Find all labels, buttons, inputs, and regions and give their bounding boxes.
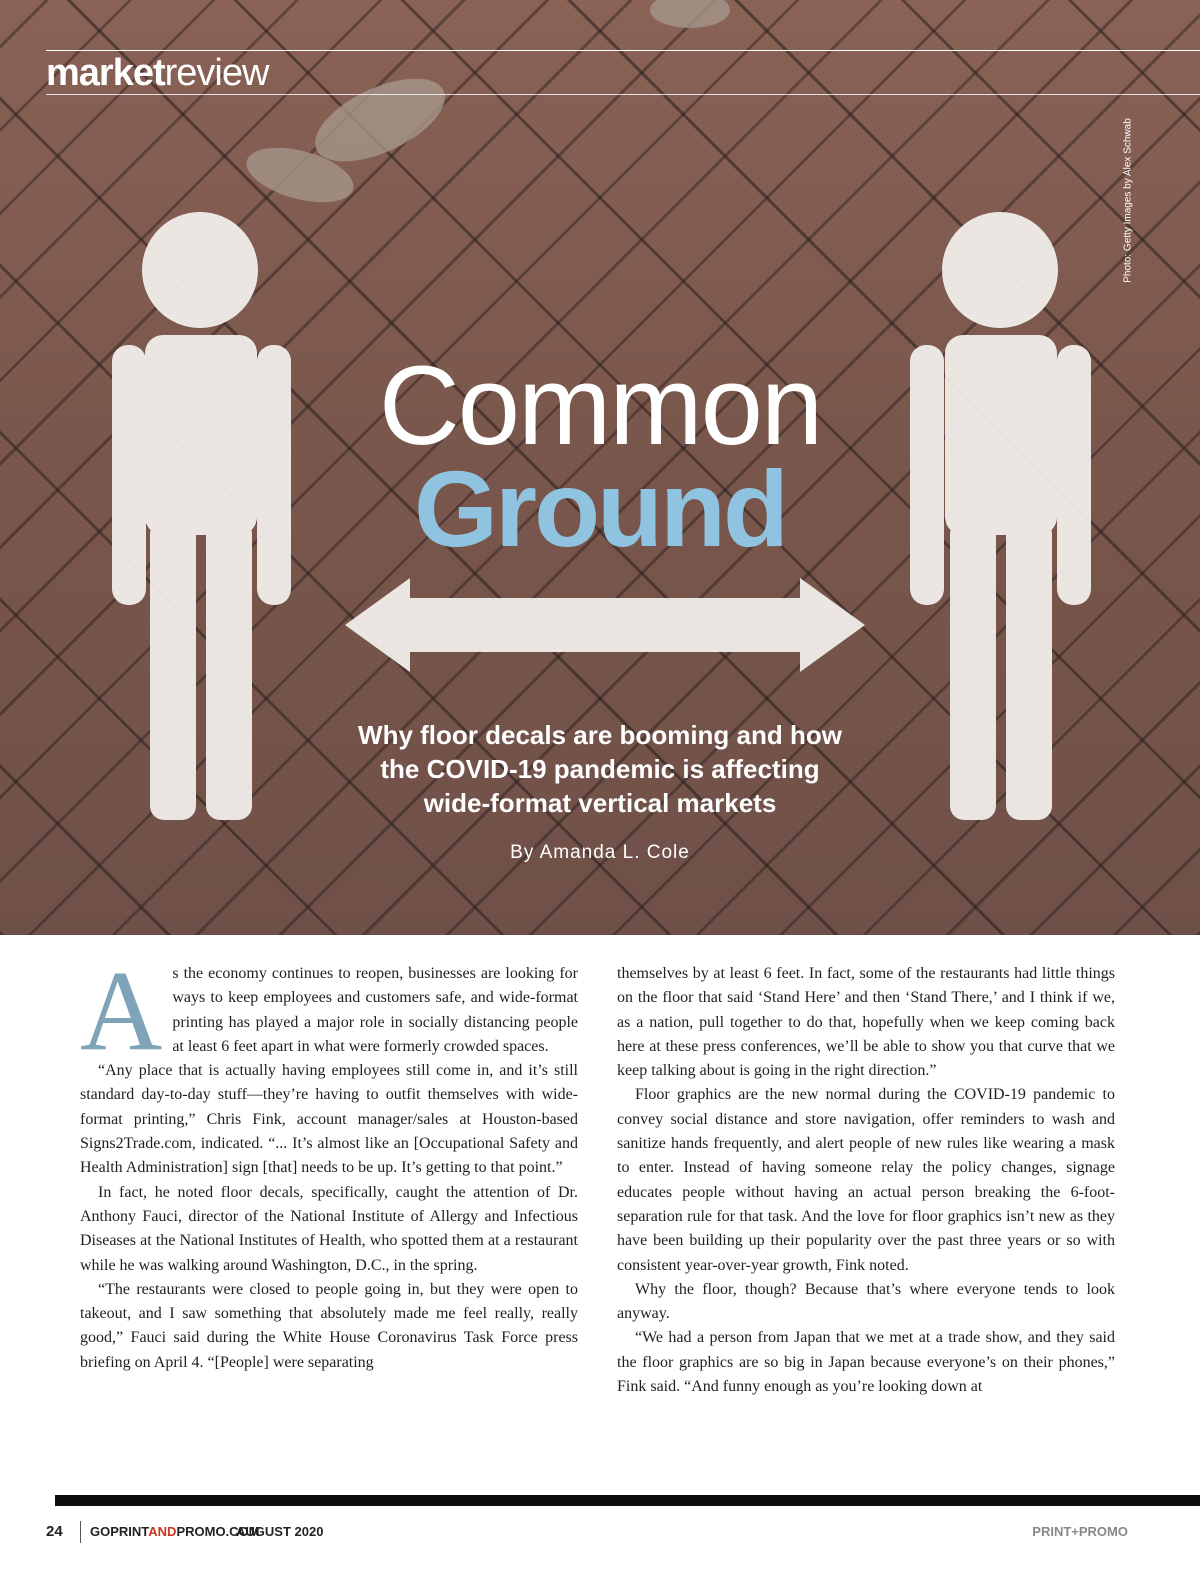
paragraph: “The restaurants were closed to people going in, but they were open to takeout, and I saw something that absolutely made me feel really, really good,” Fauci said during the White House Coronavirus Task Force press briefing on April 4. “[People] were separating bbox=[80, 1280, 578, 1371]
article-column-right bbox=[617, 962, 1115, 1399]
site-url-part: GOPRINT bbox=[90, 1524, 149, 1539]
page-footer bbox=[46, 1523, 1128, 1543]
subtitle-dek bbox=[300, 718, 900, 820]
paragraph: Floor graphics are the new normal during the COVID-19 pandemic to convey social distance and store navigation, offer reminders to wash and sanitize hands frequently, and alert people of new rules like wearing a mask to enter. Instead of having someone relay the policy changes, signage educates people without having an actual person breaking the 6-foot-separation rule for that task. And the love for floor graphics isn’t new as they have been building up their popularity over the past three years or so with consistent year-over-year growth, Fink noted. bbox=[617, 1086, 1115, 1274]
site-url-part: PROMO.COM bbox=[176, 1524, 260, 1539]
section-underline bbox=[46, 94, 1200, 95]
footer-bar bbox=[55, 1495, 1200, 1506]
footer-divider bbox=[80, 1521, 81, 1543]
page-number: 24 bbox=[46, 1523, 63, 1540]
site-url bbox=[90, 1524, 260, 1539]
paragraph: “We had a person from Japan that we met at a trade show, and they said the floor graphics are so big in Japan because everyone’s on their phones,” Fink said. “And funny enough as you’re looking down at bbox=[617, 1329, 1115, 1396]
leaf-icon bbox=[241, 0, 730, 212]
paragraph: “Any place that is actually having employees still come in, and it’s still standard day-to-day stuff—they’re having to outfit themselves with wide-format printing,” Chris Fink, account manager/sales at Houston-based Signs2Trade.com, indicated. “... It’s almost like an [Occupational Safety and Health Administration] sign [that] needs to be up. It’s getting to that point.” bbox=[80, 1062, 578, 1177]
drop-cap: A bbox=[80, 947, 163, 1074]
dek-line: Why floor decals are booming and how bbox=[358, 720, 842, 750]
double-arrow-icon bbox=[345, 578, 865, 672]
article-column-left bbox=[80, 947, 578, 1375]
site-url-accent: AND bbox=[148, 1524, 177, 1539]
section-label bbox=[46, 54, 268, 92]
paragraph: s the economy continues to reopen, businesses are looking for ways to keep employees and customers safe, and wide-format printing has played a major role in socially distancing people at least 6 feet apart in what were formerly crowded spaces. bbox=[172, 965, 578, 1055]
byline: By Amanda L. Cole bbox=[510, 842, 690, 863]
dek-line: the COVID-19 pandemic is affecting bbox=[380, 754, 820, 784]
title-line-1: Common bbox=[378, 343, 822, 468]
dek-line: wide-format vertical markets bbox=[423, 788, 777, 818]
paragraph: In fact, he noted floor decals, specifically, caught the attention of Dr. Anthony Fauci, director of the National Institute of Allergy and Infectious Diseases at the National Institutes of Health, who spotted them at a restaurant while he was walking around Washington, D.C., in the spring. bbox=[80, 1183, 578, 1274]
paragraph: Why the floor, though? Because that’s where everyone tends to look anyway. bbox=[617, 1280, 1115, 1323]
photo-credit: Photo: Getty Images by Alex Schwab bbox=[1122, 118, 1134, 283]
magazine-brand: PRINT+PROMO bbox=[1032, 1524, 1128, 1539]
header-rule bbox=[46, 50, 1200, 51]
title-line-2: Ground bbox=[414, 448, 786, 569]
section-label-bold: market bbox=[46, 52, 165, 94]
paragraph: themselves by at least 6 feet. In fact, some of the restaurants had little things on the floor that said ‘Stand Here’ and then ‘Stand There,’ and I think if we, as a nation, pull together to do that, hopefully when we keep coming back here at these press conferences, we’ll be able to show you that curve that we keep talking about is going in the right direction.” bbox=[617, 965, 1115, 1080]
section-label-light: review bbox=[164, 52, 269, 94]
issue-date: AUGUST 2020 bbox=[236, 1524, 324, 1539]
